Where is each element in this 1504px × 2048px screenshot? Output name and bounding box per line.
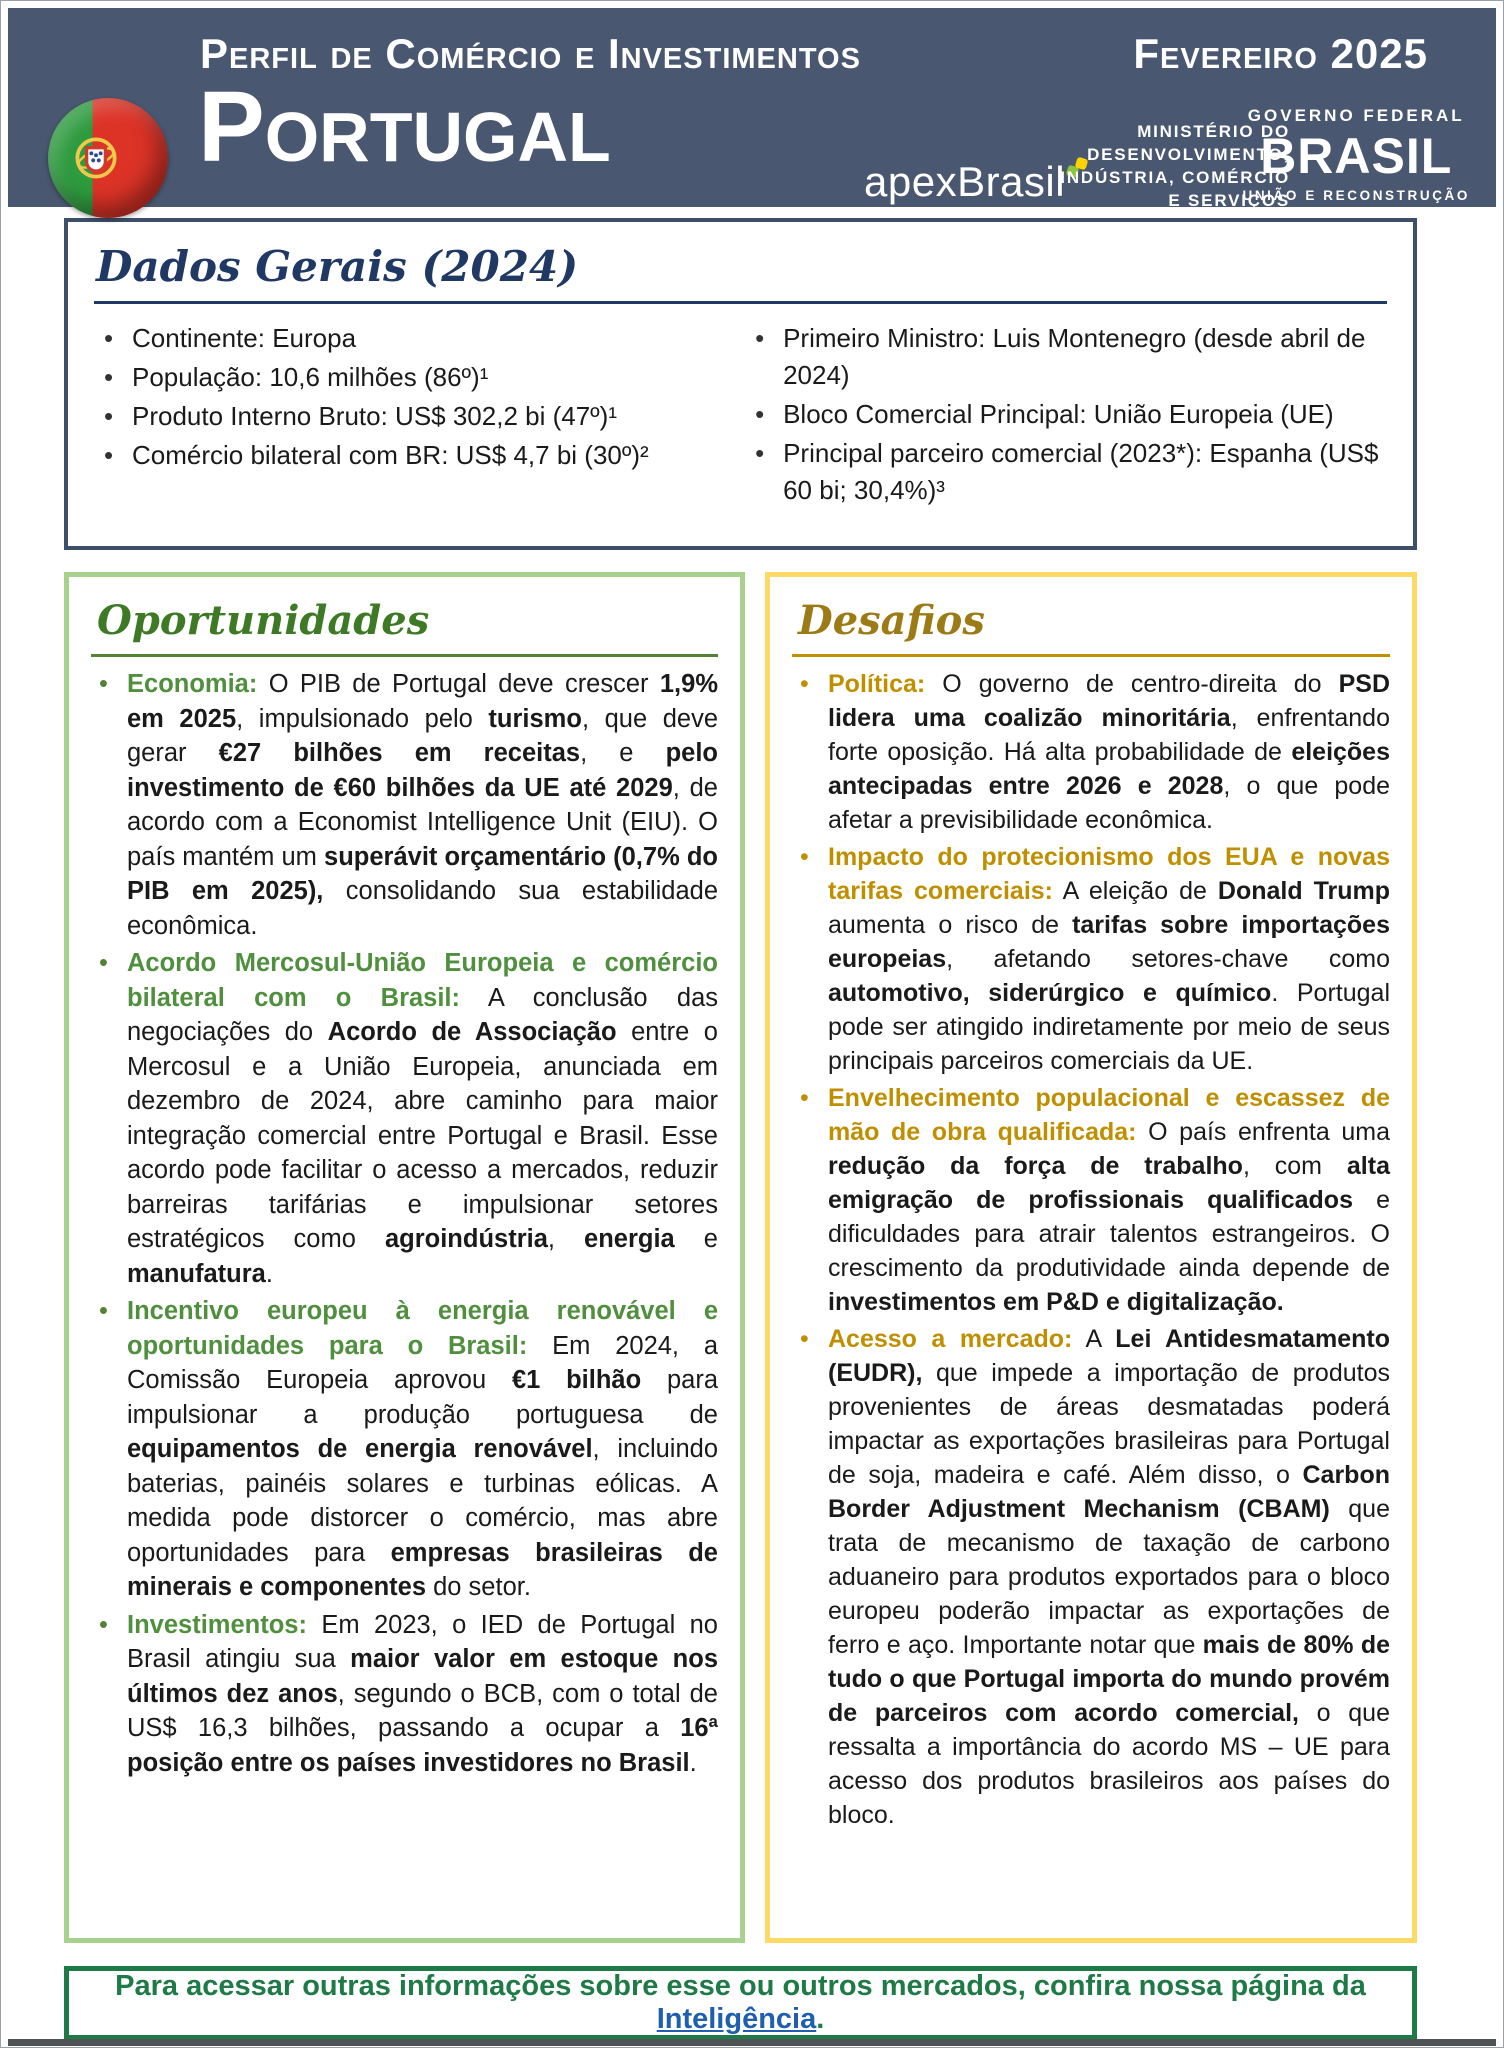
challenge-item xyxy=(792,1081,1390,1319)
governo-federal-logo xyxy=(1242,106,1470,203)
brasil-wordmark: BRASIL xyxy=(1260,128,1453,184)
ministry-line: MINISTÉRIO DO xyxy=(1137,122,1290,141)
fact-item xyxy=(745,320,1387,394)
dados-gerais-title: Dados Gerais (2024) xyxy=(96,242,579,291)
opportunities-divider xyxy=(91,654,718,657)
footer-text-after: . xyxy=(816,2003,825,2035)
facts-list-right xyxy=(745,320,1387,511)
item-lead: Economia: xyxy=(127,670,258,698)
ministry-line: INDÚSTRIA, COMÉRCIO xyxy=(1060,168,1290,187)
fact-item xyxy=(745,435,1387,509)
opportunities-list xyxy=(91,667,718,1780)
dados-gerais-panel xyxy=(64,218,1417,550)
challenge-item xyxy=(792,1322,1390,1832)
item-body: A Lei Antidesmatamento (EUDR), que impede a importação de produtos provenientes de áreas desmatadas poderá impactar as exportações brasileiras para Portugal de soja, madeira e café. Além disso, o Carbon Border Adjustment Mechanism (CBAM) que trata de mecanismo de taxação de carbono aduaneiro para produtos exportados para o bloco europeu poderão impactar as exportações de ferro e aço. Importante notar que mais de 80% de tudo o que Portugal importa do mundo provém de parceiros com acordo comercial, o que ressalta a importância do acordo MS – UE para acesso dos produtos brasileiros aos países do bloco. xyxy=(828,1325,1391,1829)
item-lead: Incentivo europeu à energia renovável e oportunidades para o Brasil: xyxy=(127,1297,718,1360)
item-body: Em 2023, o IED de Portugal no Brasil atingiu sua maior valor em estoque nos últimos dez anos, segundo o BCB, com o total de US$ 16,3 bilhões, passando a ocupar a 16ª posição entre os países investidores no Brasil. xyxy=(127,1610,719,1777)
header-banner xyxy=(8,8,1496,210)
item-body: A eleição de Donald Trump aumenta o risco de tarifas sobre importações europeias, afetando setores-chave como automotivo, siderúrgico e químico. Portugal pode ser atingido indiretamente por meio de seus principais parceiros comerciais da UE. xyxy=(828,877,1391,1075)
dados-gerais-columns xyxy=(94,320,1387,511)
facts-list-left xyxy=(94,320,721,511)
item-body: Em 2024, a Comissão Europeia aprovou €1 bilhão para impulsionar a produção portuguesa de equipamentos de energia renovável, incluindo baterias, painéis solares e turbinas eólicas. A medida pode distorcer o comércio, mas abre oportunidades para empresas brasileiras de minerais e componentes do setor. xyxy=(127,1331,719,1601)
ministry-line: E SERVIÇOS xyxy=(1168,191,1290,210)
opportunities-title: Oportunidades xyxy=(97,597,430,644)
fact-text: Comércio bilateral com BR: US$ 4,7 bi (30º)² xyxy=(132,440,649,470)
fact-text: População: 10,6 milhões (86º)¹ xyxy=(132,362,489,392)
inteligencia-link[interactable]: Inteligência xyxy=(656,2003,817,2035)
item-body: O PIB de Portugal deve crescer 1,9% em 2025, impulsionado pelo turismo, que deve gerar €27 bilhões em receitas, e pelo investimento de €60 bilhões da UE até 2029, de acordo com a Economist Intelligence Unit (EIU). O país mantém um superávit orçamentário (0,7% do PIB em 2025), consolidando sua estabilidade econômica. xyxy=(127,670,718,940)
item-body: O país enfrenta uma redução da força de trabalho, com alta emigração de profissionais qualificados e dificuldades para atrair talentos estrangeiros. O crescimento da produtividade ainda depende de investimentos em P&D e digitalização. xyxy=(828,1118,1390,1316)
country-title: Portugal xyxy=(198,71,611,183)
header-date: Fevereiro 2025 xyxy=(1133,30,1428,77)
challenge-item xyxy=(792,667,1390,837)
challenges-title: Desafios xyxy=(798,597,985,644)
opportunity-item xyxy=(91,1294,718,1605)
apexbrasil-logo xyxy=(864,158,1089,206)
fact-item xyxy=(94,437,721,474)
item-lead: Investimentos: xyxy=(127,1610,307,1639)
dados-gerais-divider xyxy=(94,301,1387,304)
header-kicker: Perfil de Comércio e Investimentos xyxy=(200,30,861,77)
apexbrasil-logo-text: apexBrasil xyxy=(864,158,1066,205)
item-body: A conclusão das negociações do Acordo de Associação entre o Mercosul e a União Europeia, anunciada em dezembro de 2024, abre caminho para maior integração comercial entre Portugal e Brasil. Esse acordo pode facilitar o acesso a mercados, reduzir barreiras tarifárias e impulsionar setores estratégicos como agroindústria, energia e manufatura. xyxy=(127,983,718,1288)
fact-item xyxy=(94,398,721,435)
item-body: O governo de centro-direita do PSD lidera uma coalizão minoritária, enfrentando forte oposição. Há alta probabilidade de eleições antecipadas entre 2026 e 2028, o que pode afetar a previsibilidade econômica. xyxy=(828,670,1390,834)
challenges-list xyxy=(792,667,1390,1832)
opportunities-panel xyxy=(64,572,745,1943)
item-lead: Envelhecimento populacional e escassez de mão de obra qualificada: xyxy=(828,1084,1390,1146)
footer-note xyxy=(64,1966,1417,2040)
challenge-item xyxy=(792,840,1390,1078)
footer-text xyxy=(69,1970,1412,2036)
opportunity-item xyxy=(91,1608,718,1781)
fact-item xyxy=(94,320,721,357)
governo-federal-top: GOVERNO FEDERAL xyxy=(1247,106,1465,125)
fact-text: Bloco Comercial Principal: União Europeia (UE) xyxy=(783,399,1334,429)
fact-text: Principal parceiro comercial (2023*): Espanha (US$ 60 bi; 30,4%)³ xyxy=(783,438,1379,505)
item-lead: Acesso a mercado: xyxy=(828,1325,1073,1353)
challenges-panel xyxy=(765,572,1417,1943)
opportunity-item xyxy=(91,946,718,1291)
fact-item xyxy=(745,396,1387,433)
portugal-flag-icon xyxy=(48,98,168,218)
opportunity-item xyxy=(91,667,718,943)
fact-text: Primeiro Ministro: Luis Montenegro (desde abril de 2024) xyxy=(783,323,1366,390)
challenges-divider xyxy=(792,654,1390,657)
portugal-coat-of-arms-icon xyxy=(68,130,124,186)
item-lead: Política: xyxy=(828,670,926,698)
page-bottom-edge xyxy=(8,2039,1496,2046)
item-lead: Acordo Mercosul-União Europeia e comércio bilateral com o Brasil: xyxy=(127,949,718,1012)
fact-text: Continente: Europa xyxy=(132,323,357,353)
fact-item xyxy=(94,359,721,396)
item-lead: Impacto do protecionismo dos EUA e novas tarifas comerciais: xyxy=(828,843,1390,905)
fact-text: Produto Interno Bruto: US$ 302,2 bi (47º)¹ xyxy=(132,401,617,431)
governo-federal-sub: UNIÃO E RECONSTRUÇÃO xyxy=(1242,188,1470,203)
footer-text-before: Para acessar outras informações sobre esse ou outros mercados, confira nossa página da xyxy=(115,1970,1366,2002)
ministry-line: DESENVOLVIMENTO, xyxy=(1087,145,1290,164)
